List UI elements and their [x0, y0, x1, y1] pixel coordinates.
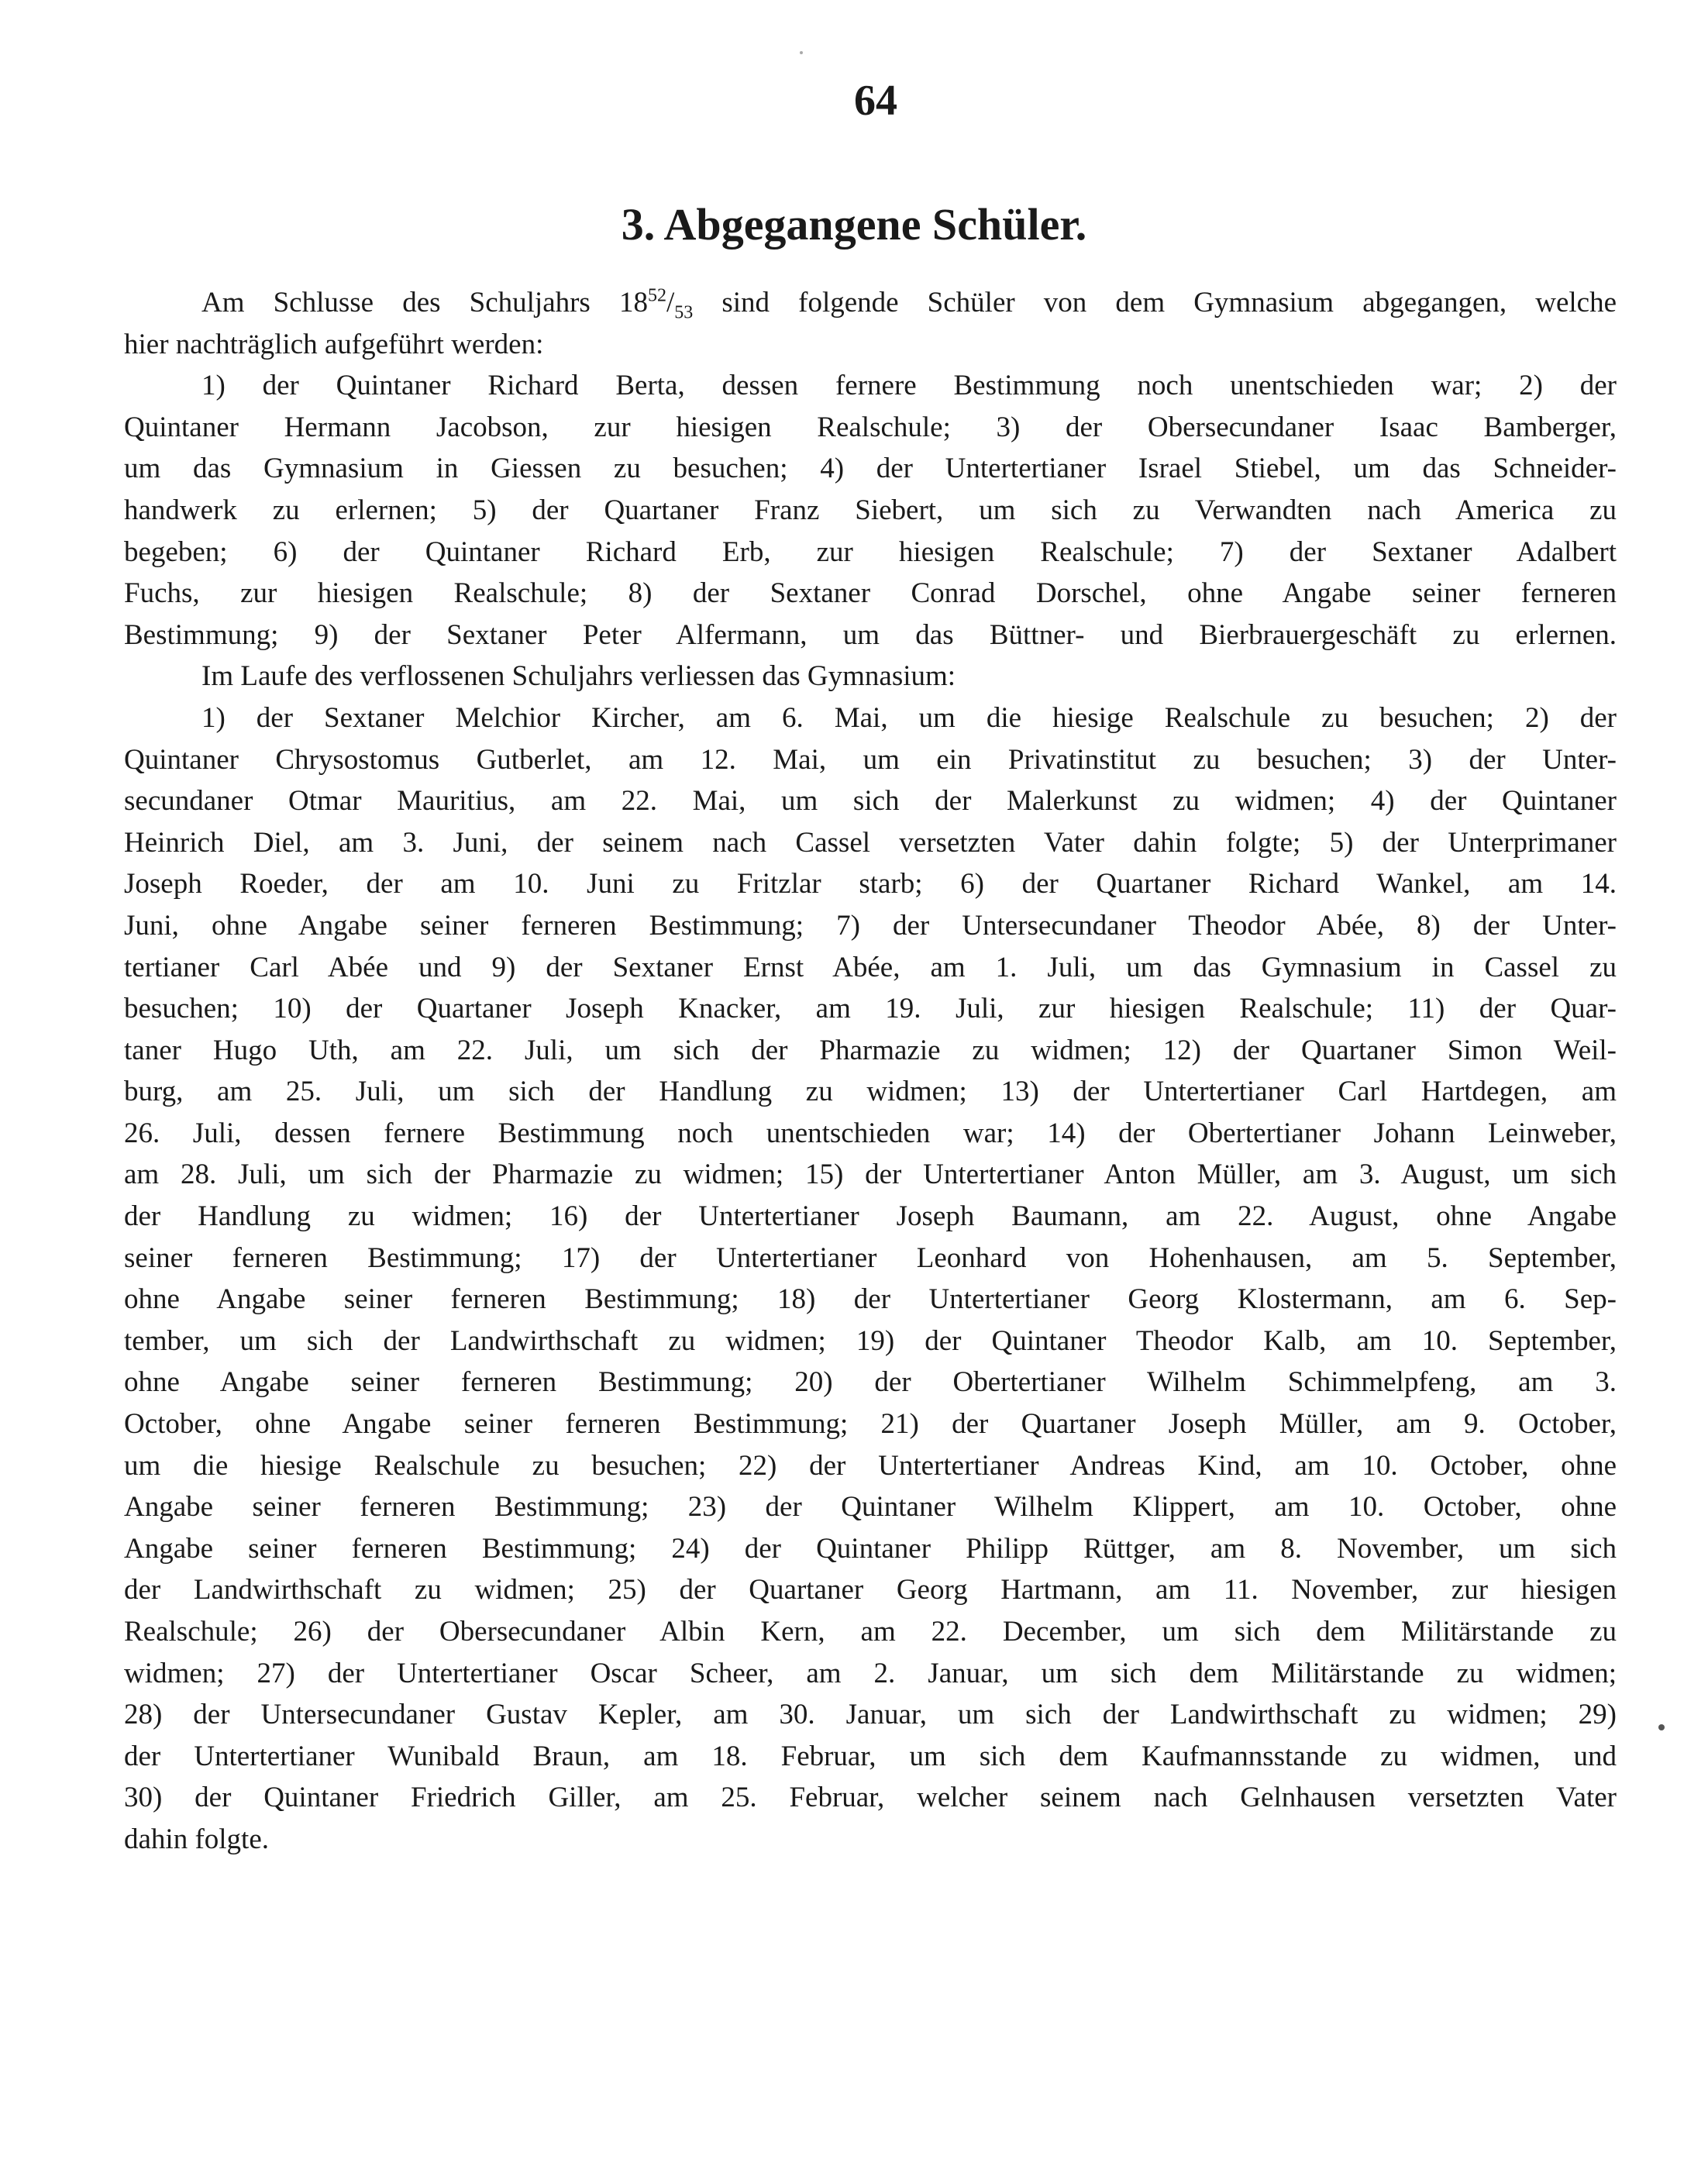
text-line: handwerk zu erlernen; 5) der Quartaner Franz Siebert, um sich zu Verwandten nach America zu [124, 494, 1617, 526]
text-line: um das Gymnasium in Giessen zu besuchen; 4) der Untertertianer Israel Stiebel, um das Schneider- [124, 453, 1617, 485]
text-line: taner Hugo Uth, am 22. Juli, um sich der Pharmazie zu widmen; 12) der Quartaner Simon Weil- [124, 1034, 1617, 1066]
text-line: um die hiesige Realschule zu besuchen; 22) der Untertertianer Andreas Kind, am 10. October, ohne [124, 1449, 1617, 1482]
intro-text-end: sind folgende Schüler von dem Gymnasium abgegangen, welche [693, 287, 1617, 319]
page-number: 64 [854, 77, 897, 125]
text-line: Heinrich Diel, am 3. Juni, der seinem nach Cassel versetzten Vater dahin folgte; 5) der Unterprimaner [124, 826, 1617, 859]
text-line: am 28. Juli, um sich der Pharmazie zu widmen; 15) der Untertertianer Anton Müller, am 3. August, um sich [124, 1159, 1617, 1191]
text-line: Angabe seiner ferneren Bestimmung; 23) der Quintaner Wilhelm Klippert, am 10. October, ohne [124, 1491, 1617, 1524]
text-line: tertianer Carl Abée und 9) der Sextaner Ernst Abée, am 1. Juli, um das Gymnasium in Cassel zu [124, 951, 1617, 983]
intro-text-start: Am Schlusse des Schuljahrs 18 [201, 287, 648, 319]
text-line: 26. Juli, dessen fernere Bestimmung noch unentschieden war; 14) der Obertertianer Johann Leinweber, [124, 1117, 1617, 1149]
text-line: ohne Angabe seiner ferneren Bestimmung; 20) der Obertertianer Wilhelm Schimmelpfeng, am 3. [124, 1366, 1617, 1399]
text-line: Fuchs, zur hiesigen Realschule; 8) der Sextaner Conrad Dorschel, ohne Angabe seiner ferneren [124, 577, 1617, 610]
text-line: Angabe seiner ferneren Bestimmung; 24) der Quintaner Philipp Rüttger, am 8. November, um sich [124, 1532, 1617, 1565]
text-line: seiner ferneren Bestimmung; 17) der Untertertianer Leonhard von Hohenhausen, am 5. September, [124, 1241, 1617, 1274]
year-fraction-slash: / [666, 287, 675, 319]
text-line: dahin folgte. [124, 1823, 270, 1855]
text-line: 28) der Untersecundaner Gustav Kepler, am 30. Januar, um sich der Landwirthschaft zu widmen; 29) [124, 1699, 1617, 1731]
text-line: Bestimmung; 9) der Sextaner Peter Alfermann, um das Büttner- und Bierbrauergeschäft zu erlernen. [124, 618, 1617, 651]
text-line: Quintaner Hermann Jacobson, zur hiesigen Realschule; 3) der Obersecundaner Isaac Bamberger, [124, 411, 1617, 443]
section-title: 3. Abgegangene Schüler. [621, 199, 1087, 250]
text-line: der Untertertianer Wunibald Braun, am 18. Februar, um sich dem Kaufmannsstande zu widmen, und [124, 1740, 1617, 1772]
text-line: der Landwirthschaft zu widmen; 25) der Quartaner Georg Hartmann, am 11. November, zur hiesigen [124, 1574, 1617, 1606]
print-speck [1658, 1724, 1665, 1730]
text-line: Joseph Roeder, der am 10. Juni zu Fritzlar starb; 6) der Quartaner Richard Wankel, am 14. [124, 868, 1617, 900]
section-intro-line: Im Laufe des verflossenen Schuljahrs verliessen das Gymnasium: [201, 660, 956, 693]
intro-line [124, 282, 1617, 324]
text-line: Realschule; 26) der Obersecundaner Albin Kern, am 22. December, um sich dem Militärstande zu [124, 1616, 1617, 1648]
text-line: begeben; 6) der Quintaner Richard Erb, zur hiesigen Realschule; 7) der Sextaner Adalbert [124, 535, 1617, 568]
intro-line: hier nachträglich aufgeführt werden: [124, 328, 544, 360]
print-speck [800, 51, 803, 54]
text-line: 1) der Quintaner Richard Berta, dessen fernere Bestimmung noch unentschieden war; 2) der [201, 370, 1617, 402]
text-line: 30) der Quintaner Friedrich Giller, am 25. Februar, welcher seinem nach Gelnhausen versetzten Vater [124, 1782, 1617, 1814]
text-line: tember, um sich der Landwirthschaft zu widmen; 19) der Quintaner Theodor Kalb, am 10. September, [124, 1324, 1617, 1357]
text-line: ohne Angabe seiner ferneren Bestimmung; 18) der Untertertianer Georg Klostermann, am 6. Sep- [124, 1283, 1617, 1316]
text-line: secundaner Otmar Mauritius, am 22. Mai, um sich der Malerkunst zu widmen; 4) der Quintaner [124, 785, 1617, 818]
text-line: 1) der Sextaner Melchior Kircher, am 6. Mai, um die hiesige Realschule zu besuchen; 2) der [201, 701, 1617, 734]
text-line: der Handlung zu widmen; 16) der Untertertianer Joseph Baumann, am 22. August, ohne Angabe [124, 1200, 1617, 1233]
text-line: besuchen; 10) der Quartaner Joseph Knacker, am 19. Juli, zur hiesigen Realschule; 11) der Quar- [124, 993, 1617, 1025]
text-line: Juni, ohne Angabe seiner ferneren Bestimmung; 7) der Untersecundaner Theodor Abée, 8) der Unter- [124, 909, 1617, 942]
body-text [124, 282, 1617, 1861]
text-line: burg, am 25. Juli, um sich der Handlung zu widmen; 13) der Untertertianer Carl Hartdegen, am [124, 1076, 1617, 1108]
year-fraction-numerator: 52 [647, 285, 666, 306]
year-fraction-denominator: 53 [674, 302, 694, 323]
text-line: Quintaner Chrysostomus Gutberlet, am 12. Mai, um ein Privatinstitut zu besuchen; 3) der Unter- [124, 743, 1617, 776]
text-line: October, ohne Angabe seiner ferneren Bestimmung; 21) der Quartaner Joseph Müller, am 9. October, [124, 1408, 1617, 1441]
text-line: widmen; 27) der Untertertianer Oscar Scheer, am 2. Januar, um sich dem Militärstande zu widmen; [124, 1657, 1617, 1689]
